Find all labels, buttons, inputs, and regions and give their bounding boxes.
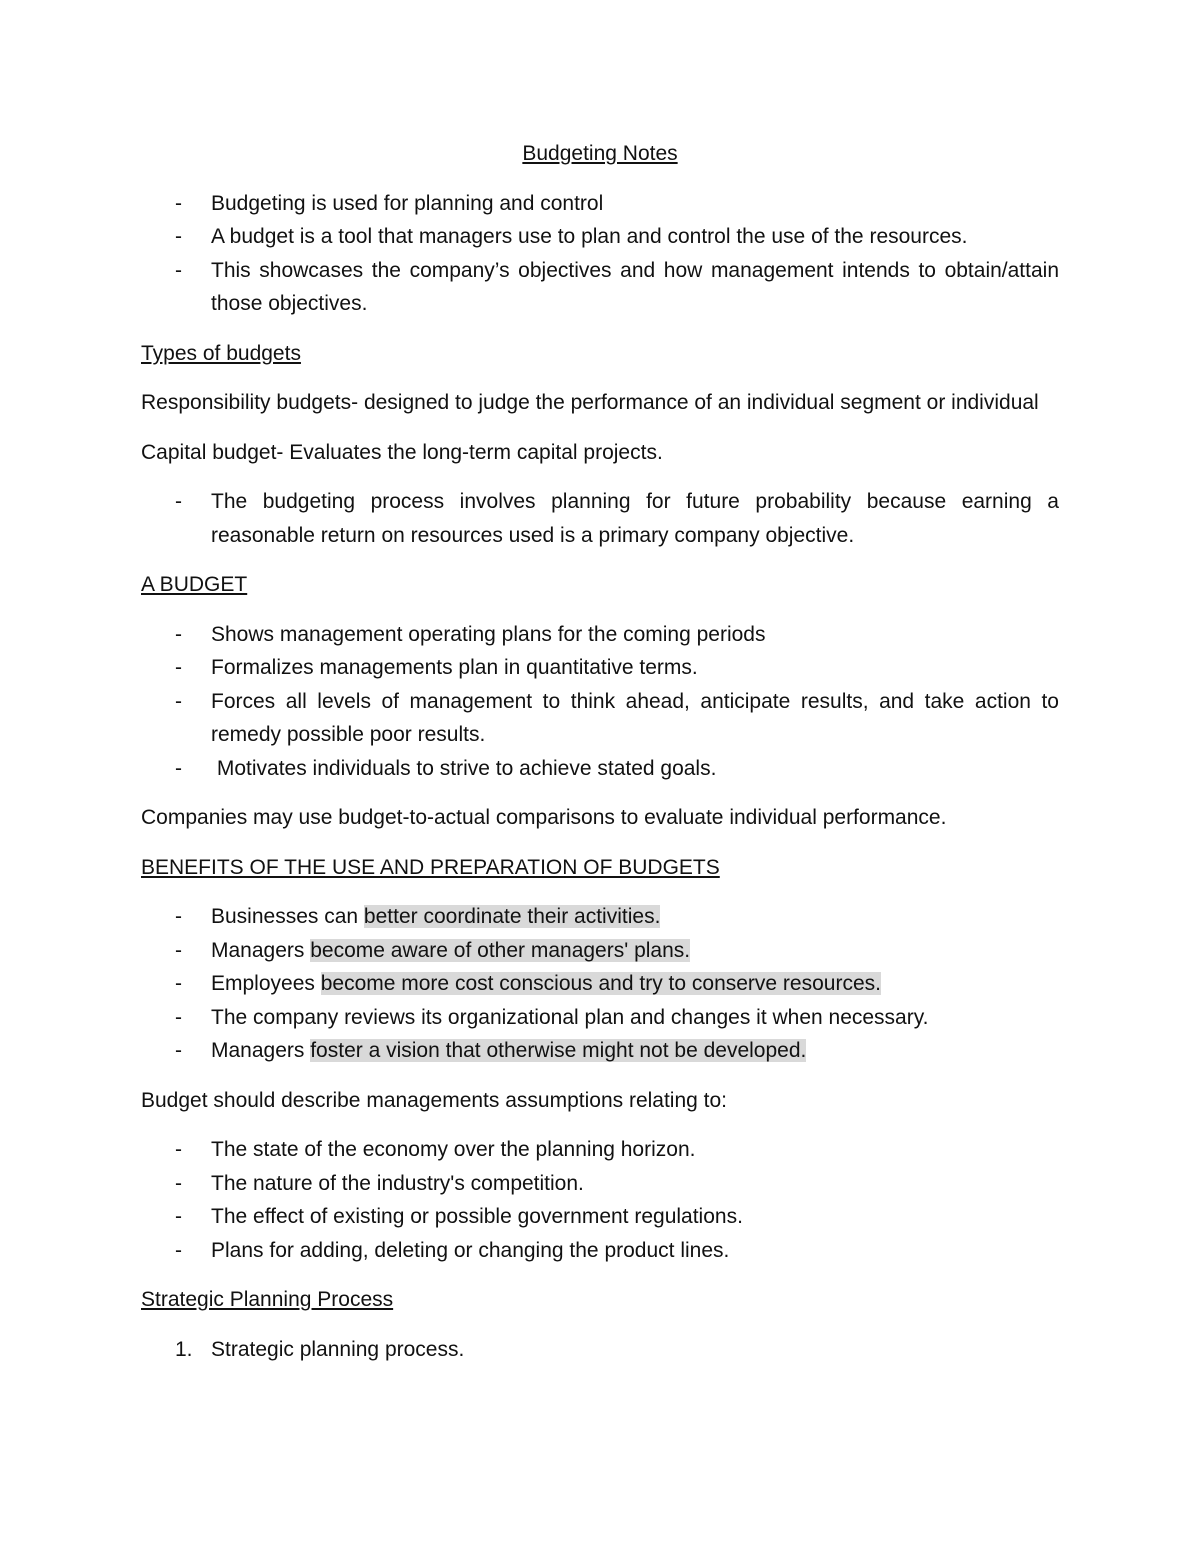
- dash-marker: -: [175, 622, 182, 646]
- assumptions-paragraph: Budget should describe managements assumptions relating to:: [141, 1088, 728, 1112]
- dash-marker: -: [175, 1039, 182, 1062]
- list-item: 1. Strategic planning process.: [141, 1333, 1059, 1367]
- highlighted-text: become more cost conscious and try to conserve resources.: [320, 972, 881, 995]
- list-item: - Employees become more cost conscious and try to conserve resources.: [141, 967, 1059, 1001]
- highlighted-text: foster a vision that otherwise might not be developed.: [310, 1039, 807, 1062]
- dash-marker: -: [175, 756, 182, 780]
- comparison-paragraph: Companies may use budget-to-actual comparisons to evaluate individual performance.: [141, 806, 947, 829]
- list-item: - Plans for adding, deleting or changing the product lines.: [141, 1234, 1059, 1268]
- intro-list: [141, 187, 1059, 321]
- highlighted-text: better coordinate their activities.: [363, 905, 661, 928]
- dash-marker: -: [175, 1005, 182, 1029]
- dash-marker: -: [175, 656, 182, 679]
- number-marker: 1.: [175, 1337, 193, 1361]
- list-item: - Businesses can better coordinate their activities.: [141, 900, 1059, 934]
- benefits-heading: BENEFITS OF THE USE AND PREPARATION OF BUDGETS: [141, 855, 720, 879]
- dash-marker: -: [175, 1238, 182, 1262]
- list-item: - This showcases the company’s objectives and how management intends to obtain/attain those objectives.: [141, 254, 1059, 321]
- list-item: - The company reviews its organizational plan and changes it when necessary.: [141, 1001, 1059, 1035]
- list-item: - The state of the economy over the planning horizon.: [141, 1133, 1059, 1167]
- a-budget-heading: A BUDGET: [141, 573, 248, 596]
- types-heading: Types of budgets: [141, 341, 301, 365]
- list-item: - Budgeting is used for planning and control: [141, 187, 1059, 221]
- dash-marker: -: [175, 1205, 182, 1228]
- list-item: - Motivates individuals to strive to achieve stated goals.: [141, 752, 1059, 786]
- strategic-heading: Strategic Planning Process: [141, 1288, 394, 1311]
- dash-marker: -: [175, 938, 182, 962]
- document-title: Budgeting Notes: [522, 142, 678, 165]
- dash-marker: -: [175, 905, 182, 928]
- process-list: [141, 485, 1059, 552]
- dash-marker: -: [175, 191, 182, 215]
- benefits-list: [141, 900, 1059, 1068]
- list-item: - The budgeting process involves planning for future probability because earning a reasonable return on resources used is a primary company objective.: [141, 485, 1059, 552]
- responsibility-paragraph: Responsibility budgets- designed to judge the performance of an individual segment or individual: [141, 391, 1039, 414]
- list-item: - A budget is a tool that managers use to plan and control the use of the resources.: [141, 220, 1059, 254]
- list-item: - Shows management operating plans for the coming periods: [141, 618, 1059, 652]
- capital-paragraph: Capital budget- Evaluates the long-term capital projects.: [141, 440, 663, 464]
- dash-marker: -: [175, 490, 182, 513]
- dash-marker: -: [175, 225, 182, 248]
- list-item: - Managers become aware of other managers' plans.: [141, 934, 1059, 968]
- dash-marker: -: [175, 689, 182, 713]
- list-item: - Managers foster a vision that otherwise might not be developed.: [141, 1034, 1059, 1068]
- list-item: - The nature of the industry's competition.: [141, 1167, 1059, 1201]
- dash-marker: -: [175, 1138, 182, 1161]
- a-budget-list: [141, 618, 1059, 786]
- assumptions-list: [141, 1133, 1059, 1267]
- dash-marker: -: [175, 1171, 182, 1195]
- highlighted-text: become aware of other managers' plans.: [310, 938, 691, 962]
- list-item: - Forces all levels of management to think ahead, anticipate results, and take action to remedy possible poor results.: [141, 685, 1059, 752]
- dash-marker: -: [175, 972, 182, 995]
- strategic-list: [141, 1333, 1059, 1367]
- document-body: [141, 137, 1059, 1382]
- list-item: - Formalizes managements plan in quantitative terms.: [141, 651, 1059, 685]
- list-item: - The effect of existing or possible government regulations.: [141, 1200, 1059, 1234]
- dash-marker: -: [175, 258, 182, 282]
